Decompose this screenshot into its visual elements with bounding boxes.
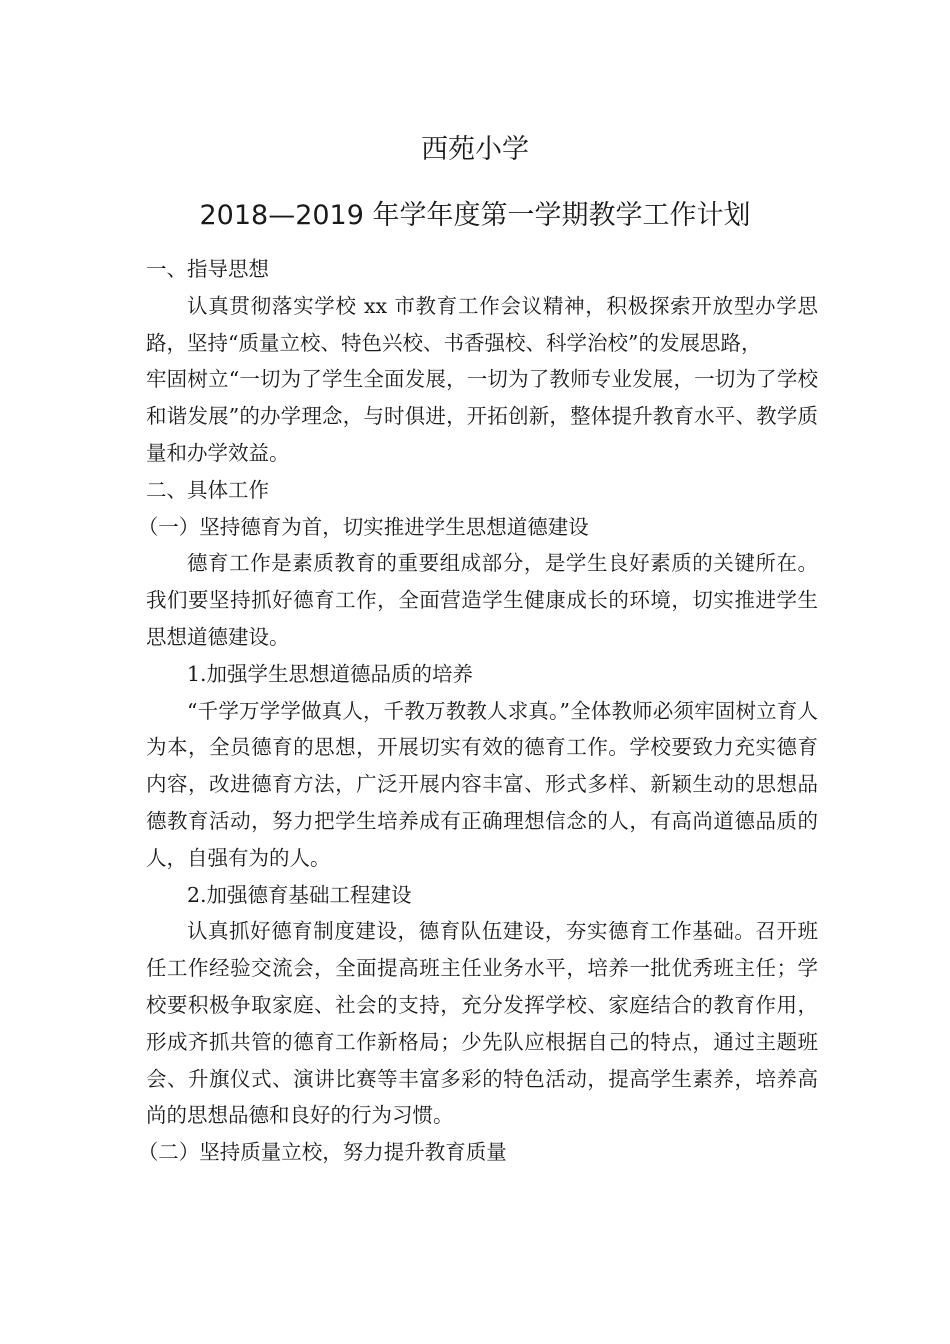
item-heading-moral-quality: 1.加强学生思想道德品质的培养: [187, 661, 474, 686]
school-name: 西苑小学: [421, 134, 529, 165]
paragraph-guiding-2: 牢固树立“一切为了学生全面发展，一切为了教师专业发展，一切为了学校和谐发展”的办学理念，与时俱进，开拓创新，整体提升教育水平、教学质量和办学效益。: [146, 367, 818, 465]
paragraph-moral-education: 德育工作是素质教育的重要组成部分，是学生良好素质的关键所在。我们要坚持抓好德育工作，全面营造学生健康成长的环境，切实推进学生思想道德建设。: [146, 551, 818, 649]
plan-title: 2018—2019 年学年度第一学期教学工作计划: [199, 200, 751, 231]
paragraph-moral-quality: “千学万学学做真人，千教万教教人求真。”全体教师必须牢固树立育人为本，全员德育的思想，开展切实有效的德育工作。学校要致力充实德育内容，改进德育方法，广泛开展内容丰富、形式多样、新颖生动的思想品德教育活动，努力把学生培养成有正确理想信念的人，有高尚道德品质的人，自强有为的人。: [146, 698, 818, 870]
document-body: [137, 251, 818, 1171]
section-heading-specific-work: 二、具体工作: [146, 477, 269, 502]
paragraph-moral-foundation: 认真抓好德育制度建设，德育队伍建设，夯实德育工作基础。召开班任工作经验交流会，全面提高班主任业务水平，培养一批优秀班主任；学校要积极争取家庭、社会的支持，充分发挥学校、家庭结合的教育作用，形成齐抓共管的德育工作新格局；少先队应根据自己的特点，通过主题班会、升旗仪式、演讲比赛等丰富多彩的特色活动，提高学生素养，培养高尚的思想品德和良好的行为习惯。: [146, 919, 818, 1128]
subheading-quality-school: （二）坚持质量立校，努力提升教育质量: [137, 1140, 507, 1165]
section-heading-guiding-ideology: 一、指导思想: [146, 257, 269, 281]
paragraph-guiding-1: 认真贯彻落实学校 xx 市教育工作会议精神，积极探索开放型办学思路，坚持“质量立校、特色兴校、书香强校、科学治校”的发展思路，: [146, 293, 818, 355]
item-heading-moral-foundation: 2.加强德育基础工程建设: [187, 882, 412, 907]
subheading-moral-education: （一）坚持德育为首，切实推进学生思想道德建设: [137, 514, 589, 539]
